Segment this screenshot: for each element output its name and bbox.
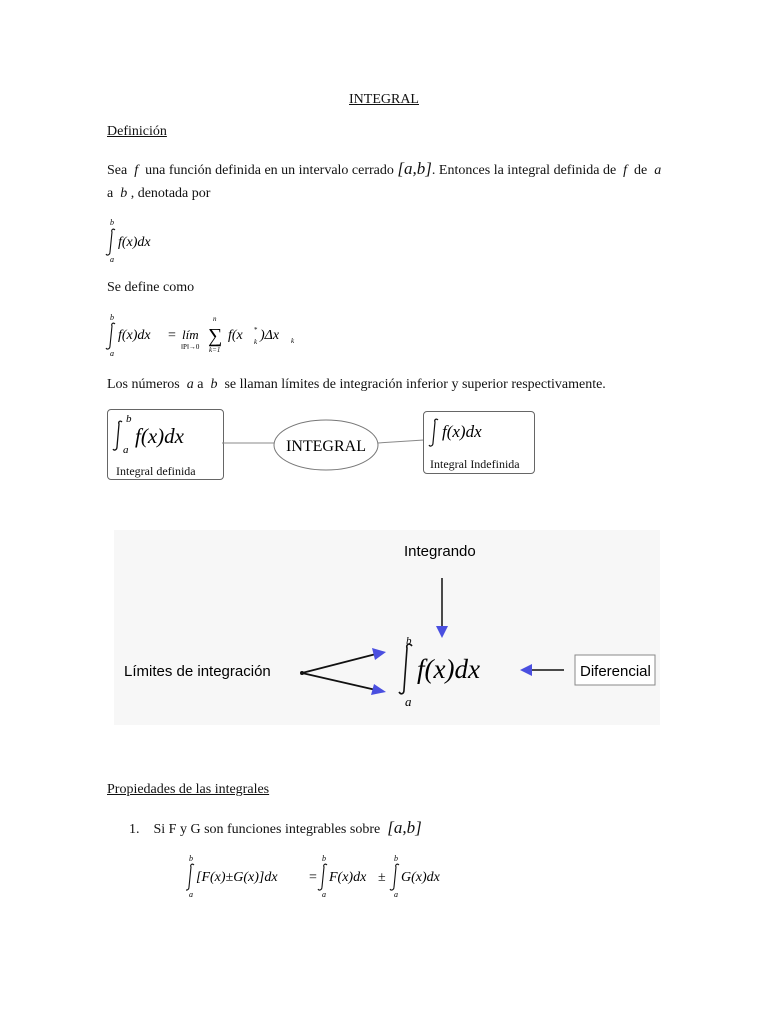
integral-ellipse-label: INTEGRAL — [286, 438, 366, 455]
lim-subscript: ‖P‖→0 — [181, 343, 200, 351]
anatomy-svg — [114, 530, 660, 725]
def-text: a — [107, 186, 114, 201]
property-1-formula — [186, 852, 476, 900]
formula-equals: = — [309, 870, 317, 885]
integral-sign — [106, 323, 115, 349]
limites-arrow-origin — [300, 671, 304, 675]
integrand: f(x)dx — [135, 424, 184, 448]
sum-term-sup: * — [254, 326, 258, 334]
property-1 — [129, 818, 422, 838]
integral-sign — [113, 421, 122, 450]
integral-sign — [106, 229, 115, 255]
integrand: f(x)dx — [118, 328, 151, 343]
integral-notation — [104, 218, 194, 264]
upper-limit: b — [189, 854, 193, 863]
limites-label: Límites de integración — [124, 663, 271, 680]
definite-integral-box — [107, 409, 224, 480]
integrando-label: Integrando — [404, 543, 476, 560]
def-text: una función definida en un intervalo cerrado — [145, 163, 394, 178]
integral-sign — [390, 864, 399, 890]
formula-lhs: [F(x)±G(x)]dx — [196, 870, 278, 885]
var-a: a — [186, 377, 194, 392]
diagram-integral-sign — [399, 644, 412, 694]
upper-limit: b — [110, 313, 114, 322]
lim-text: lím — [182, 327, 199, 342]
def-text: . Entonces la integral definida de — [431, 163, 617, 178]
diagram-upper-limit: b — [406, 635, 412, 647]
sum-upper: n — [213, 315, 217, 323]
integrando-arrow-head — [436, 626, 448, 638]
concept-map-connectors — [222, 410, 424, 480]
integrand: f(x)dx — [442, 422, 482, 441]
limites-arrow-upper — [302, 654, 376, 673]
integral-anatomy-diagram — [114, 530, 660, 725]
upper-limit: b — [394, 854, 398, 863]
definition-heading: Definición — [107, 124, 167, 139]
integral-sign — [318, 864, 327, 890]
var-f: f — [134, 163, 139, 178]
limits-text: a — [197, 377, 204, 392]
sum-term-sub: k — [254, 338, 258, 346]
diferencial-arrow-head — [520, 664, 532, 676]
diferencial-label: Diferencial — [580, 663, 651, 680]
upper-limit: b — [110, 218, 114, 227]
property-text: Si F y G son funciones integrables sobre — [153, 822, 381, 837]
indefinite-integral-caption: Integral Indefinida — [430, 457, 520, 471]
sum-term: f(x — [228, 328, 243, 343]
limites-arrow-lower-head — [371, 684, 386, 695]
limits-sentence — [107, 377, 606, 393]
lower-limit: a — [394, 890, 398, 899]
integral-sign — [429, 419, 438, 446]
property-number: 1. — [129, 822, 140, 837]
definite-integral-caption: Integral definida — [116, 464, 196, 478]
delta-x: )Δx — [260, 328, 280, 343]
integral-sign — [186, 864, 194, 890]
interval-ab: [a,b] — [387, 818, 422, 837]
var-a: a — [654, 163, 662, 178]
limits-text: se llaman límites de integración inferior y superior respectivamente. — [224, 377, 606, 392]
var-b: b — [210, 377, 218, 392]
var-b: b — [120, 186, 128, 201]
definite-integral-expr — [108, 410, 223, 460]
def-text: , denotada por — [130, 186, 211, 201]
sum-lower: k=1 — [209, 346, 221, 354]
sum-sign: ∑ — [208, 325, 223, 347]
limit-definition-formula — [104, 312, 304, 360]
formula-pm: ± — [378, 870, 386, 885]
lower-limit: a — [110, 255, 114, 264]
lower-limit: a — [189, 890, 193, 899]
equals-sign: = — [168, 328, 176, 343]
formula-rhs2: G(x)dx — [401, 870, 440, 885]
upper-limit: b — [126, 413, 132, 425]
lower-limit: a — [110, 349, 114, 358]
interval-ab: [a,b] — [397, 159, 432, 178]
definition-line-2 — [107, 186, 210, 202]
integrand: f(x)dx — [118, 235, 151, 250]
lower-limit: a — [123, 444, 129, 456]
var-f: f — [623, 163, 628, 178]
def-text: de — [634, 163, 648, 178]
indefinite-integral-box — [423, 411, 535, 474]
formula-rhs1: F(x)dx — [329, 870, 367, 885]
indefinite-integral-expr — [424, 412, 534, 452]
delta-sub: k — [291, 337, 295, 345]
limites-arrow-lower — [302, 673, 376, 690]
limits-text: Los números — [107, 377, 180, 392]
properties-heading: Propiedades de las integrales — [107, 782, 270, 797]
diagram-lower-limit: a — [405, 694, 412, 709]
connector-right — [378, 440, 424, 443]
page-title: INTEGRAL — [349, 92, 419, 107]
upper-limit: b — [322, 854, 326, 863]
lower-limit: a — [322, 890, 326, 899]
definition-line-1 — [107, 159, 661, 179]
diagram-integrand: f(x)dx — [417, 654, 480, 684]
limites-arrow-upper-head — [372, 648, 386, 660]
se-define-text: Se define como — [107, 280, 195, 295]
def-text: Sea — [107, 163, 128, 178]
